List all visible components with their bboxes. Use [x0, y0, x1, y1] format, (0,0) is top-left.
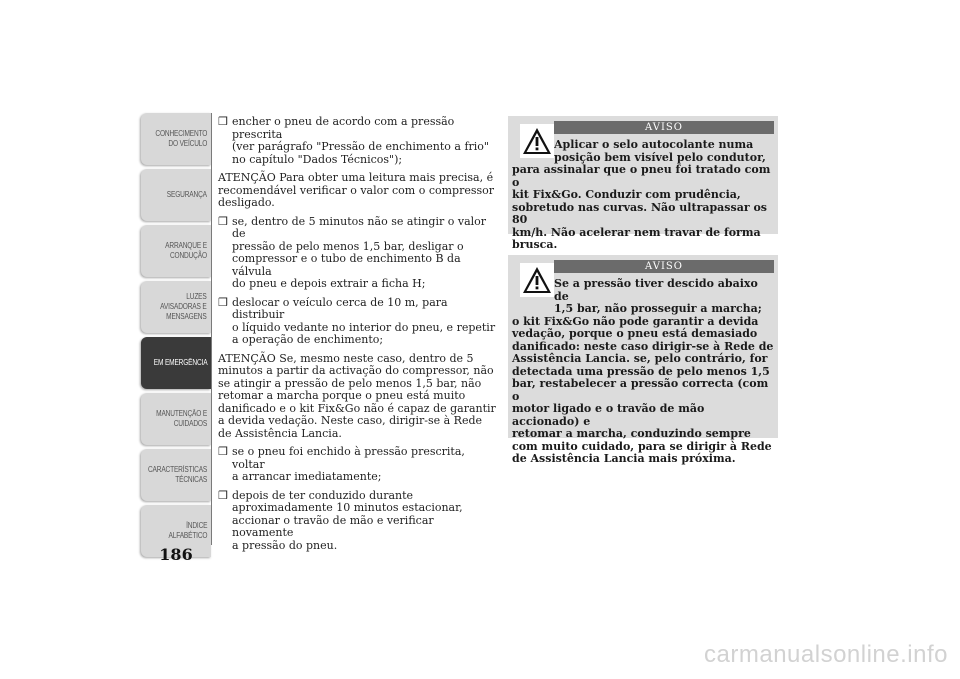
tab-label: CARACTERÍSTICAS TÉCNICAS: [147, 465, 207, 484]
watermark: carmanualsonline.info: [704, 641, 948, 668]
checkbox-bullet-icon: ❒: [218, 445, 228, 458]
warning-text: [512, 278, 774, 466]
tab-conhecimento-do-veiculo[interactable]: [141, 113, 211, 165]
list-item-text: depois de ter conduzido durante aproximadamente 10 minutos estacionar, accionar o travão de mão e verificar novamente a pressão do pneu.: [232, 488, 463, 552]
warning-text-rest: para assinalar que o pneu foi tratado com o kit Fix&Go. Conduzir com prudência, sobretudo nas curvas. Não ultrapassar os 80 km/h. Não acelerar nem travar de forma brusca.: [512, 163, 771, 251]
checkbox-bullet-icon: ❒: [218, 295, 228, 309]
checkbox-bullet-icon: ❒: [218, 115, 228, 128]
warning-text-lead: Aplicar o selo autocolante numa posição bem visível pelo condutor,: [554, 138, 766, 164]
warning-text-rest: o kit Fix&Go não pode garantir a devida vedação, porque o pneu está demasiado danificado: neste caso dirigir-se à Rede de Assistência Lancia. se, pelo contrário, for detectada uma pressão de pelo menos 1,5 bar, restabelecer a pressão correcta (com o motor ligado e o travão de mão accionado) e retomar a marcha, conduzindo sempre com muito cuidado, para se dirigir à Rede de Assistência Lancia mais próxima.: [512, 314, 774, 465]
tab-label: CONHECIMENTO DO VEÍCULO: [155, 129, 207, 148]
list-item: [218, 446, 498, 484]
main-text-column: [218, 116, 498, 558]
tab-em-emergencia[interactable]: [141, 337, 211, 389]
tab-seguranca[interactable]: [141, 169, 211, 221]
tab-label: ÍNDICE ALFABÉTICO: [168, 521, 207, 540]
tab-label: EM EMERGÊNCIA: [153, 358, 207, 367]
warning-box: [508, 255, 778, 465]
warning-text-lead: Se a pressão tiver descido abaixo de 1,5 bar, não prosseguir a marcha;: [554, 277, 762, 315]
attention-paragraph: ATENÇÃO Para obter uma leitura mais precisa, é recomendável verificar o valor com o compressor desligado.: [218, 171, 495, 209]
warning-heading: AVISO: [554, 260, 774, 273]
tab-arranque-e-conducao[interactable]: [141, 225, 211, 277]
page-number: 186: [159, 545, 193, 564]
checkbox-bullet-icon: ❒: [218, 214, 228, 228]
attention-paragraph: ATENÇÃO Se, mesmo neste caso, dentro de 5 minutos a partir da activação do compressor, não se atingir a pressão de pelo menos 1,5 bar, não retomar a marcha porque o pneu está muito danificado e o kit Fix&Go não é capaz de garantir a devida vedação. Neste caso, dirigir-se à Rede de Assistência Lancia.: [218, 351, 496, 440]
list-item-text: se o pneu foi enchido à pressão prescrita, voltar a arrancar imediatamente;: [232, 445, 465, 483]
tab-label: LUZES AVISADORAS E MENSAGENS: [160, 292, 207, 321]
warning-heading: AVISO: [554, 121, 774, 134]
warning-triangle-icon: [520, 263, 554, 297]
list-item: [218, 490, 498, 553]
warning-box: [508, 116, 778, 251]
list-item-text: se, dentro de 5 minutos não se atingir o valor de pressão de pelo menos 1,5 bar, desligar o compressor e o tubo de enchimento B da válvula do pneu e depois extrair a ficha H;: [232, 214, 487, 290]
list-item: [218, 116, 498, 166]
tab-manutencao-e-cuidados[interactable]: [141, 393, 211, 445]
checkbox-bullet-icon: ❒: [218, 488, 228, 502]
tab-caracteristicas-tecnicas[interactable]: [141, 449, 211, 501]
list-item-text: deslocar o veículo cerca de 10 m, para distribuir o líquido vedante no interior do pneu, e repetir a operação de enchimento;: [232, 295, 496, 346]
warning-triangle-icon: [520, 124, 554, 158]
sidebar-divider: [211, 113, 212, 545]
list-item: [218, 216, 498, 291]
tab-label: SEGURANÇA: [166, 190, 207, 199]
list-item-text: encher o pneu de acordo com a pressão prescrita (ver parágrafo "Pressão de enchimento a frio" no capítulo "Dados Técnicos");: [232, 115, 489, 166]
tab-label: ARRANQUE E CONDUÇÃO: [165, 241, 207, 260]
tab-luzes-avisadoras[interactable]: [141, 281, 211, 333]
list-item: [218, 297, 498, 347]
tab-label: MANUTENÇÃO E CUIDADOS: [156, 409, 207, 428]
